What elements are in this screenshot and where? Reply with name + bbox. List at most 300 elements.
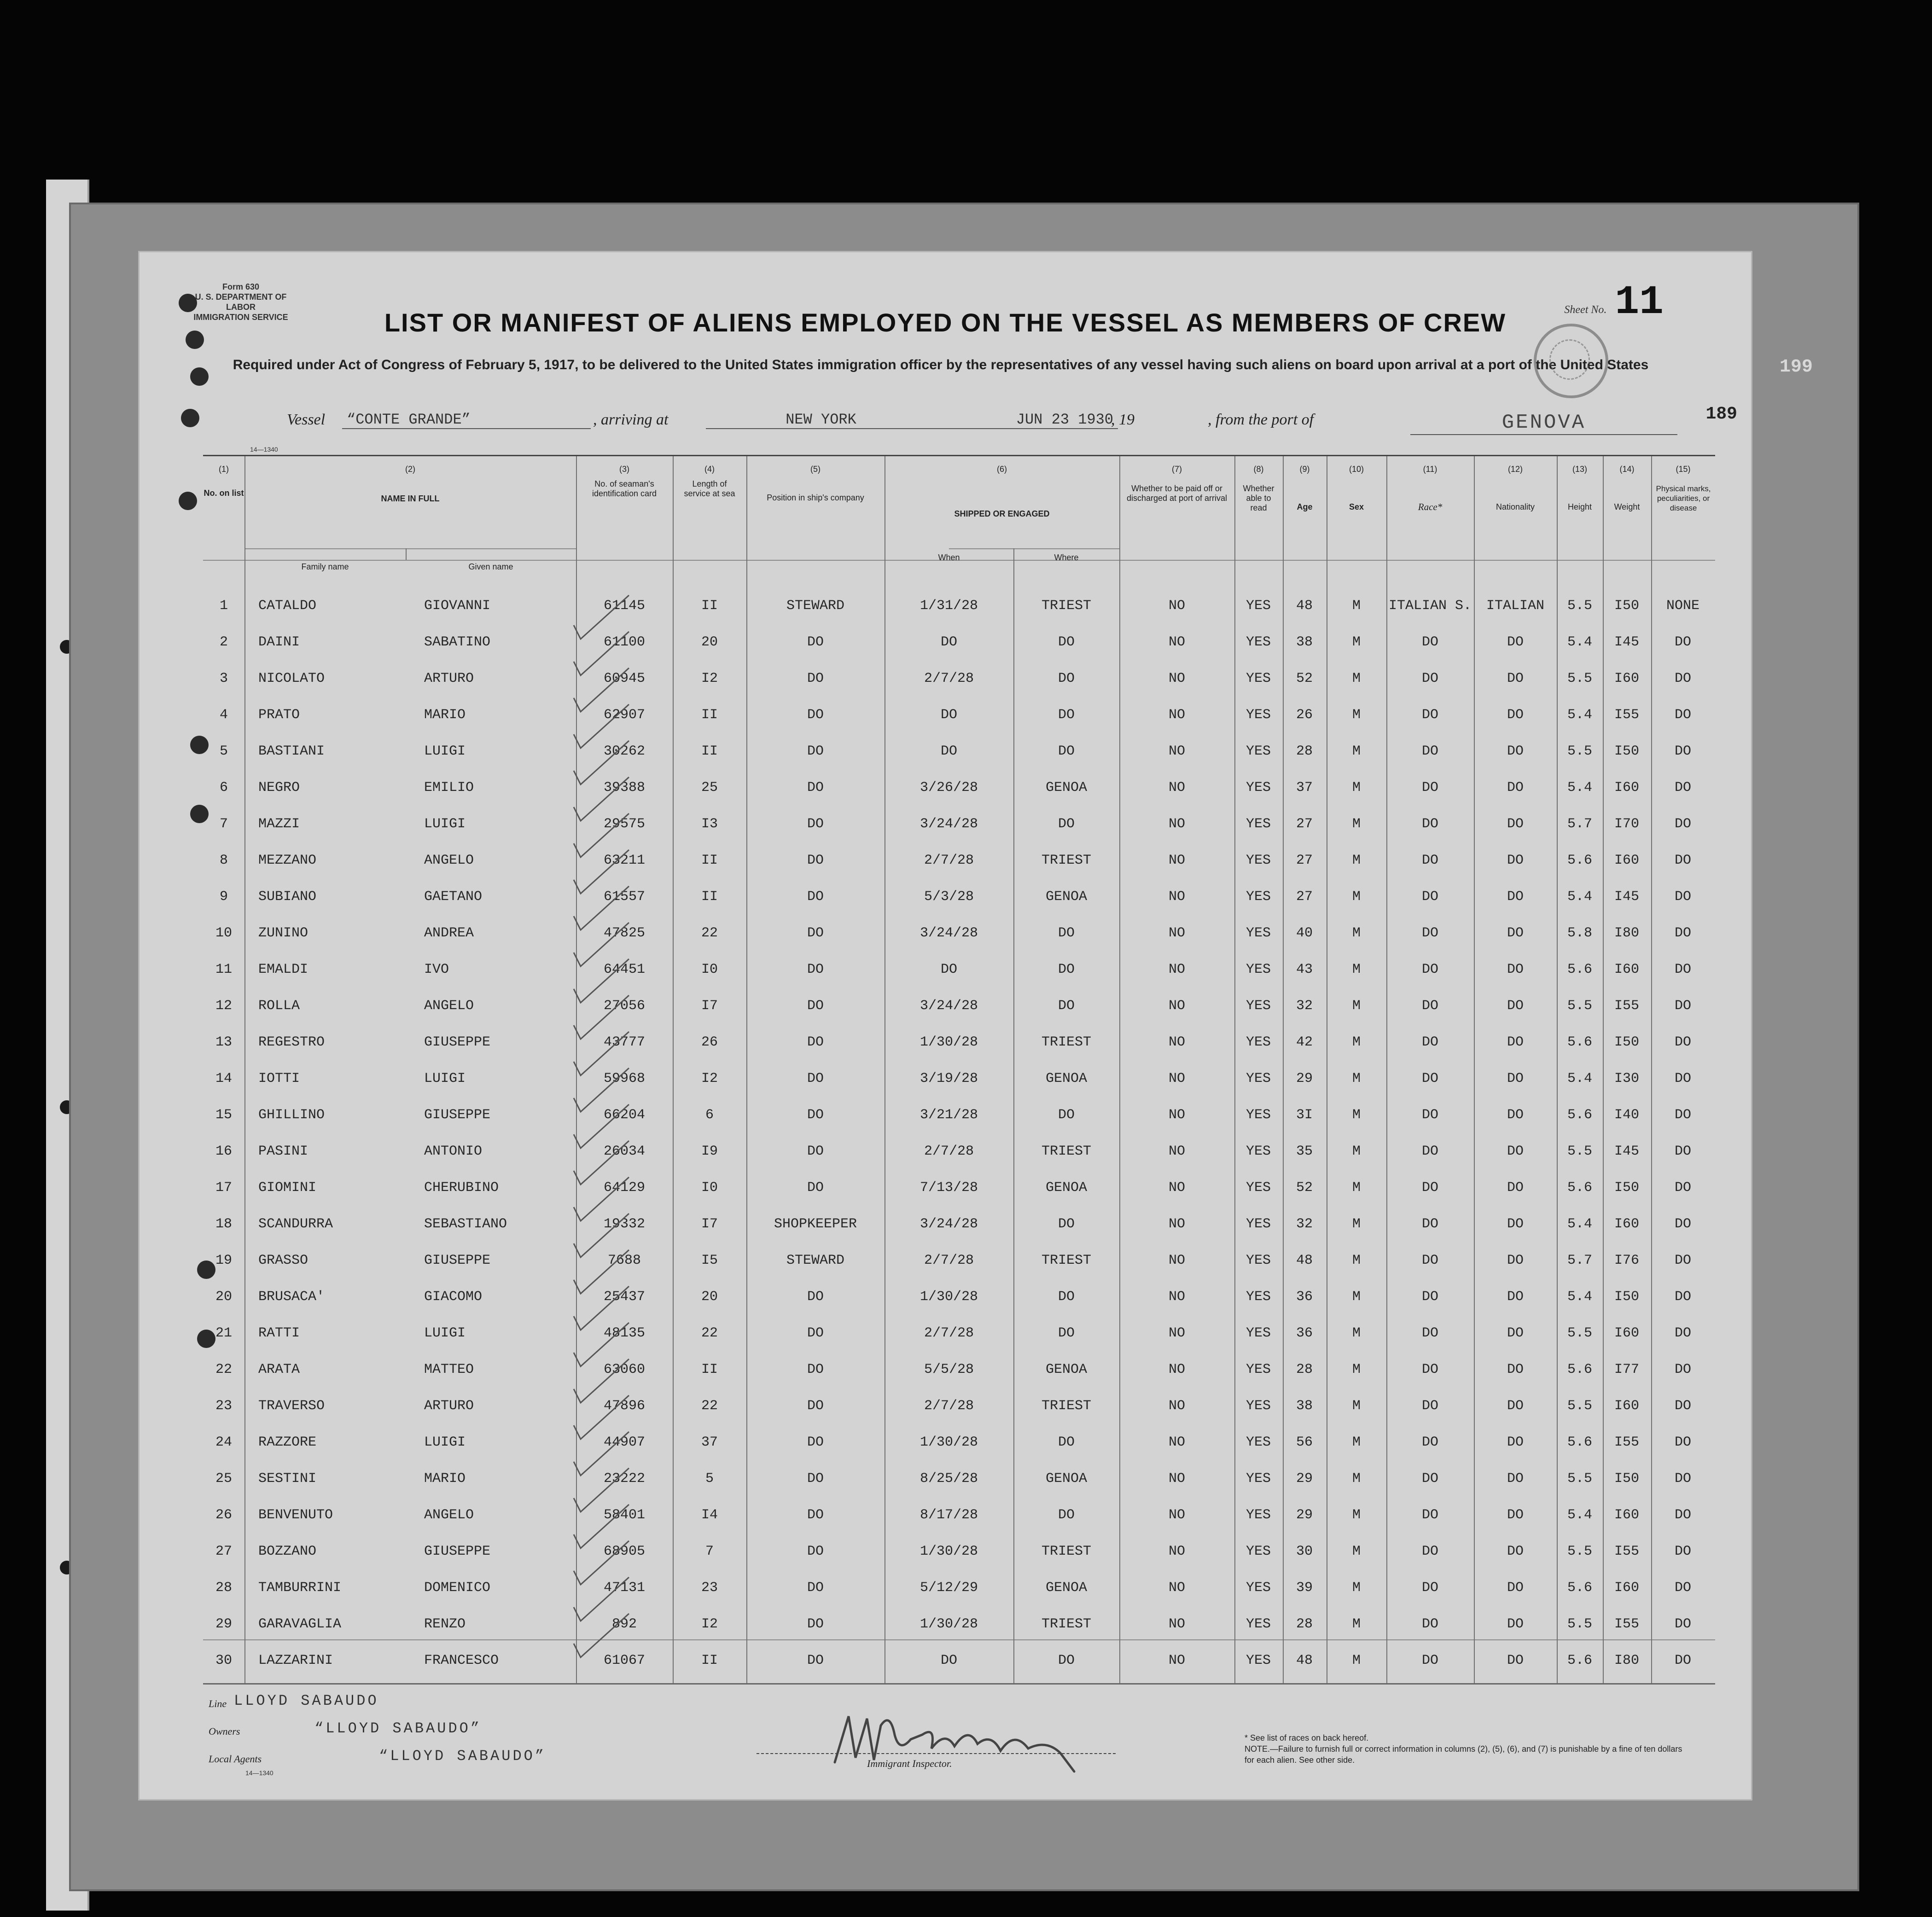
cell-position: DO [807,1616,824,1632]
cell-age: 38 [1296,1398,1313,1414]
cell-shipped-where: GENOA [1045,1471,1088,1487]
cell-sex: M [1352,1544,1361,1559]
cell-height: 5.5 [1567,1616,1593,1632]
col-head-paid-off: Whether to be paid off or discharged at port of arrival [1126,484,1228,503]
service-name: IMMIGRATION SERVICE [193,313,288,322]
cell-age: 28 [1296,1362,1313,1377]
cell-given-name: FRANCESCO [424,1653,499,1668]
cell-seaman-card-number: 59968 [603,1071,646,1086]
cell-given-name: ANTONIO [424,1144,483,1159]
cell-able-to-read: YES [1245,889,1271,905]
cell-physical-marks: DO [1674,1144,1692,1159]
manifest-page [138,251,1752,1801]
cell-position: DO [807,1034,824,1050]
cell-position: DO [807,1653,824,1668]
cell-sex: M [1352,744,1361,759]
cell-position: DO [807,1144,824,1159]
cell-given-name: CHERUBINO [424,1180,499,1196]
cell-nationality: DO [1507,816,1524,832]
cell-height: 5.6 [1567,1107,1593,1123]
cell-nationality: DO [1507,962,1524,977]
cell-race: DO [1421,1653,1439,1668]
cell-paid-off: NO [1168,1034,1186,1050]
cell-able-to-read: YES [1245,1616,1271,1632]
cell-nationality: DO [1507,1616,1524,1632]
cell-seaman-card-number: 61557 [603,889,646,905]
cell-height: 5.4 [1567,780,1593,796]
col-head-length-of-service: Length of service at sea [684,479,735,498]
cell-no-on-list: 3 [219,671,228,686]
cell-height: 5.4 [1567,889,1593,905]
cell-able-to-read: YES [1245,1362,1271,1377]
cell-given-name: ANGELO [424,853,474,868]
col-num-14: (14) [1619,465,1635,474]
cell-race: DO [1421,634,1439,650]
cell-weight: I60 [1614,1507,1640,1523]
cell-shipped-where: GENOA [1045,1180,1088,1196]
cell-physical-marks: DO [1674,1034,1692,1050]
cell-physical-marks: DO [1674,1616,1692,1632]
cell-no-on-list: 6 [219,780,228,796]
table-row [203,953,1715,989]
cell-height: 5.6 [1567,1180,1593,1196]
cell-height: 5.5 [1567,1471,1593,1487]
cell-height: 5.5 [1567,1144,1593,1159]
cell-nationality: DO [1507,853,1524,868]
cell-no-on-list: 28 [215,1580,233,1596]
cell-race: DO [1421,853,1439,868]
cell-nationality: DO [1507,925,1524,941]
cell-seaman-card-number: 68905 [603,1544,646,1559]
table-row [203,843,1715,880]
cell-race: DO [1421,816,1439,832]
cell-shipped-when: 5/12/29 [919,1580,978,1596]
cell-shipped-where: DO [1058,634,1075,650]
cell-paid-off: NO [1168,634,1186,650]
table-row [203,1534,1715,1571]
cell-able-to-read: YES [1245,816,1271,832]
cell-paid-off: NO [1168,1435,1186,1450]
table-row [203,1644,1715,1680]
cell-physical-marks: DO [1674,962,1692,977]
col-head-given-name: Given name [468,562,513,571]
cell-length-of-service: I2 [701,671,718,686]
races-note: * See list of races on back hereof. [1245,1733,1369,1743]
cell-seaman-card-number: 63060 [603,1362,646,1377]
cell-shipped-when: 2/7/28 [924,671,974,686]
owners-value: “LLOYD SABAUDO” [314,1720,482,1737]
form-code: 14—1340 [250,446,278,453]
cell-position: DO [807,1107,824,1123]
cell-weight: I55 [1614,1435,1640,1450]
cell-family-name: ZUNINO [258,925,308,941]
col-head-position: Position in ship's company [767,493,864,502]
cell-position: DO [807,998,824,1014]
cell-height: 5.4 [1567,1507,1593,1523]
cell-shipped-when: 1/31/28 [919,598,978,614]
cell-paid-off: NO [1168,1180,1186,1196]
cell-position: DO [807,1325,824,1341]
cell-length-of-service: 6 [705,1107,714,1123]
cell-physical-marks: DO [1674,889,1692,905]
cell-given-name: LUIGI [424,744,466,759]
cell-length-of-service: I0 [701,1180,718,1196]
cell-height: 5.5 [1567,1544,1593,1559]
cell-shipped-where: TRIEST [1041,1253,1092,1268]
cell-able-to-read: YES [1245,1507,1271,1523]
cell-length-of-service: I3 [701,816,718,832]
cell-length-of-service: 37 [701,1435,718,1450]
cell-nationality: DO [1507,1435,1524,1450]
col-num-10: (10) [1349,465,1364,474]
cell-race: DO [1421,671,1439,686]
cell-paid-off: NO [1168,1071,1186,1086]
cell-weight: I80 [1614,1653,1640,1668]
cell-physical-marks: DO [1674,998,1692,1014]
cell-physical-marks: DO [1674,780,1692,796]
cell-no-on-list: 30 [215,1653,233,1668]
cell-length-of-service: I7 [701,998,718,1014]
col-head-nationality: Nationality [1496,502,1535,511]
cell-physical-marks: DO [1674,816,1692,832]
cell-no-on-list: 10 [215,925,233,941]
cell-weight: I70 [1614,816,1640,832]
cell-seaman-card-number: 892 [611,1616,637,1632]
cell-nationality: DO [1507,1325,1524,1341]
cell-sex: M [1352,925,1361,941]
cell-shipped-when: 2/7/28 [924,1253,974,1268]
cell-shipped-when: 3/26/28 [919,780,978,796]
cell-position: DO [807,671,824,686]
cell-family-name: TAMBURRINI [258,1580,342,1596]
cell-position: DO [807,816,824,832]
cell-nationality: DO [1507,707,1524,723]
cell-no-on-list: 14 [215,1071,233,1086]
cell-seaman-card-number: 25437 [603,1289,646,1305]
cell-weight: I60 [1614,1398,1640,1414]
cell-length-of-service: I9 [701,1144,718,1159]
cell-race: DO [1421,1544,1439,1559]
cell-position: DO [807,1507,824,1523]
cell-able-to-read: YES [1245,1216,1271,1232]
cell-height: 5.6 [1567,1653,1593,1668]
cell-family-name: TRAVERSO [258,1398,325,1414]
cell-physical-marks: DO [1674,671,1692,686]
cell-sex: M [1352,1216,1361,1232]
cell-shipped-when: 1/30/28 [919,1034,978,1050]
cell-race: DO [1421,1253,1439,1268]
cell-weight: I50 [1614,1034,1640,1050]
cell-race: DO [1421,1580,1439,1596]
cell-height: 5.4 [1567,1071,1593,1086]
cell-race: DO [1421,1034,1439,1050]
cell-length-of-service: 20 [701,634,718,650]
cell-nationality: DO [1507,889,1524,905]
cell-length-of-service: 20 [701,1289,718,1305]
cell-position: DO [807,780,824,796]
cell-shipped-where: DO [1058,671,1075,686]
cell-given-name: EMILIO [424,780,474,796]
cell-able-to-read: YES [1245,1544,1271,1559]
agents-form-code: 14—1340 [245,1769,274,1777]
cell-nationality: DO [1507,1216,1524,1232]
cell-position: DO [807,634,824,650]
cell-given-name: ARTURO [424,1398,474,1414]
cell-race: DO [1421,707,1439,723]
table-row [203,1498,1715,1534]
cell-race: DO [1421,1362,1439,1377]
cell-given-name: LUIGI [424,1325,466,1341]
cell-shipped-when: 3/19/28 [919,1071,978,1086]
cell-given-name: GIOVANNI [424,598,491,614]
cell-physical-marks: DO [1674,1435,1692,1450]
cell-physical-marks: DO [1674,1507,1692,1523]
cell-no-on-list: 24 [215,1435,233,1450]
cell-weight: I45 [1614,889,1640,905]
cell-height: 5.4 [1567,634,1593,650]
page-title: LIST OR MANIFEST OF ALIENS EMPLOYED ON THE VESSEL AS MEMBERS OF CREW [384,308,1507,337]
cell-family-name: SUBIANO [258,889,317,905]
cell-shipped-where: DO [1058,707,1075,723]
cell-family-name: BASTIANI [258,744,325,759]
cell-length-of-service: II [701,853,718,868]
cell-weight: I60 [1614,1216,1640,1232]
table-row [203,662,1715,698]
cell-age: 48 [1296,1253,1313,1268]
col-head-seaman-card: No. of seaman's identification card [592,479,657,498]
cell-shipped-where: GENOA [1045,780,1088,796]
cell-sex: M [1352,1398,1361,1414]
cell-able-to-read: YES [1245,1107,1271,1123]
cell-shipped-where: DO [1058,962,1075,977]
cell-shipped-when: 1/30/28 [919,1544,978,1559]
cell-age: 26 [1296,707,1313,723]
cell-length-of-service: 7 [705,1544,714,1559]
cell-seaman-card-number: 44907 [603,1435,646,1450]
cell-sex: M [1352,1107,1361,1123]
cell-given-name: RENZO [424,1616,466,1632]
cell-position: DO [807,1435,824,1450]
cell-length-of-service: II [701,1362,718,1377]
cell-shipped-where: TRIEST [1041,1144,1092,1159]
cell-paid-off: NO [1168,1653,1186,1668]
cell-weight: I55 [1614,998,1640,1014]
cell-family-name: GIOMINI [258,1180,317,1196]
cell-shipped-when: 8/25/28 [919,1471,978,1487]
cell-family-name: NICOLATO [258,671,325,686]
cell-position: DO [807,853,824,868]
cell-no-on-list: 25 [215,1471,233,1487]
cell-position: DO [807,707,824,723]
cell-length-of-service: I2 [701,1071,718,1086]
cell-position: SHOPKEEPER [774,1216,857,1232]
table-row [203,1462,1715,1498]
cell-height: 5.4 [1567,1216,1593,1232]
cell-race: ITALIAN S. [1388,598,1472,614]
cell-nationality: DO [1507,1107,1524,1123]
cell-weight: I77 [1614,1362,1640,1377]
cell-sex: M [1352,1253,1361,1268]
cell-given-name: ANGELO [424,1507,474,1523]
cell-paid-off: NO [1168,1398,1186,1414]
cell-height: 5.6 [1567,853,1593,868]
cell-shipped-where: DO [1058,925,1075,941]
col-num-12: (12) [1507,465,1523,474]
cell-sex: M [1352,1580,1361,1596]
cell-nationality: DO [1507,1071,1524,1086]
cell-sex: M [1352,1507,1361,1523]
cell-physical-marks: DO [1674,1289,1692,1305]
table-row [203,734,1715,771]
cell-age: 37 [1296,780,1313,796]
cell-paid-off: NO [1168,853,1186,868]
cell-height: 5.6 [1567,1580,1593,1596]
cell-position: DO [807,1289,824,1305]
cell-shipped-where: DO [1058,744,1075,759]
col-head-physical-marks: Physical marks, peculiarities, or disease [1656,484,1711,512]
cell-seaman-card-number: 29575 [603,816,646,832]
cell-no-on-list: 21 [215,1325,233,1341]
cell-shipped-when: DO [940,707,958,723]
cell-age: 36 [1296,1325,1313,1341]
cell-family-name: MAZZI [258,816,300,832]
cell-given-name: GIUSEPPE [424,1253,491,1268]
cell-race: DO [1421,1616,1439,1632]
cell-paid-off: NO [1168,1580,1186,1596]
col-head-race: Race* [1418,501,1443,512]
cell-sex: M [1352,998,1361,1014]
table-row [203,1571,1715,1607]
cell-race: DO [1421,744,1439,759]
cell-weight: I60 [1614,780,1640,796]
cell-given-name: LUIGI [424,1435,466,1450]
cell-height: 5.7 [1567,1253,1593,1268]
cell-age: 29 [1296,1071,1313,1086]
cell-length-of-service: 22 [701,925,718,941]
cell-able-to-read: YES [1245,1435,1271,1450]
cell-length-of-service: I4 [701,1507,718,1523]
cell-family-name: GHILLINO [258,1107,325,1123]
cell-seaman-card-number: 62907 [603,707,646,723]
cell-able-to-read: YES [1245,1471,1271,1487]
cell-weight: I50 [1614,598,1640,614]
cell-position: DO [807,1071,824,1086]
vessel-label: Vessel [287,411,326,428]
cell-shipped-where: TRIEST [1041,1616,1092,1632]
cell-seaman-card-number: 61100 [603,634,646,650]
cell-shipped-where: TRIEST [1041,1398,1092,1414]
cell-age: 48 [1296,1653,1313,1668]
cell-height: 5.4 [1567,1289,1593,1305]
cell-seaman-card-number: 47896 [603,1398,646,1414]
line-value: LLOYD SABAUDO [234,1692,379,1709]
cell-age: 52 [1296,671,1313,686]
cell-shipped-when: 2/7/28 [924,1144,974,1159]
cell-seaman-card-number: 63211 [603,853,646,868]
cell-paid-off: NO [1168,1216,1186,1232]
cell-position: DO [807,1398,824,1414]
cell-able-to-read: YES [1245,1580,1271,1596]
cell-length-of-service: I5 [701,1253,718,1268]
cell-paid-off: NO [1168,598,1186,614]
cell-physical-marks: DO [1674,1107,1692,1123]
cell-age: 27 [1296,889,1313,905]
cell-able-to-read: YES [1245,1034,1271,1050]
cell-able-to-read: YES [1245,853,1271,868]
crew-table [203,455,1715,1685]
cell-no-on-list: 17 [215,1180,233,1196]
cell-no-on-list: 9 [219,889,228,905]
table-row [203,916,1715,953]
cell-shipped-when: 3/24/28 [919,998,978,1014]
cell-able-to-read: YES [1245,1071,1271,1086]
line-label: Line [209,1698,227,1709]
cell-race: DO [1421,998,1439,1014]
cell-paid-off: NO [1168,1289,1186,1305]
cell-nationality: DO [1507,998,1524,1014]
arriving-label: , arriving at [593,411,669,428]
cell-race: DO [1421,889,1439,905]
cell-sex: M [1352,1435,1361,1450]
cell-length-of-service: II [701,744,718,759]
cell-given-name: LUIGI [424,816,466,832]
cell-no-on-list: 5 [219,744,228,759]
cell-given-name: GIUSEPPE [424,1034,491,1050]
cell-able-to-read: YES [1245,1325,1271,1341]
cell-seaman-card-number: 66204 [603,1107,646,1123]
cell-position: DO [807,1544,824,1559]
cell-family-name: DAINI [258,634,300,650]
cell-sex: M [1352,1180,1361,1196]
cell-family-name: SCANDURRA [258,1216,333,1232]
cell-age: 52 [1296,1180,1313,1196]
table-row [203,1353,1715,1389]
cell-physical-marks: DO [1674,1253,1692,1268]
cell-paid-off: NO [1168,998,1186,1014]
cell-height: 5.5 [1567,1325,1593,1341]
cell-age: 27 [1296,816,1313,832]
cell-shipped-when: 2/7/28 [924,1398,974,1414]
col-num-7: (7) [1172,465,1182,474]
cell-paid-off: NO [1168,1107,1186,1123]
punch-hole [181,409,199,427]
cell-weight: I30 [1614,1071,1640,1086]
cell-seaman-card-number: 27056 [603,998,646,1014]
cell-length-of-service: II [701,598,718,614]
cell-paid-off: NO [1168,1253,1186,1268]
cell-height: 5.5 [1567,744,1593,759]
page-subtitle: Required under Act of Congress of February 5, 1917, to be delivered to the United States immigration officer by the representatives of any vessel having such aliens on board upon arrival at a port of the United States [233,357,1649,372]
form-number: Form 630 [222,282,260,291]
cell-height: 5.4 [1567,707,1593,723]
cell-age: 39 [1296,1580,1313,1596]
cell-given-name: GIUSEPPE [424,1544,491,1559]
cell-age: 32 [1296,998,1313,1014]
cell-nationality: DO [1507,1180,1524,1196]
col-head-age: Age [1297,502,1313,511]
cell-nationality: DO [1507,1471,1524,1487]
cell-age: 28 [1296,1616,1313,1632]
cell-physical-marks: DO [1674,853,1692,868]
cell-position: DO [807,889,824,905]
cell-paid-off: NO [1168,1471,1186,1487]
cell-sex: M [1352,707,1361,723]
cell-physical-marks: DO [1674,634,1692,650]
cell-no-on-list: 27 [215,1544,233,1559]
cell-sex: M [1352,1471,1361,1487]
cell-shipped-when: 2/7/28 [924,853,974,868]
cell-given-name: ARTURO [424,671,474,686]
